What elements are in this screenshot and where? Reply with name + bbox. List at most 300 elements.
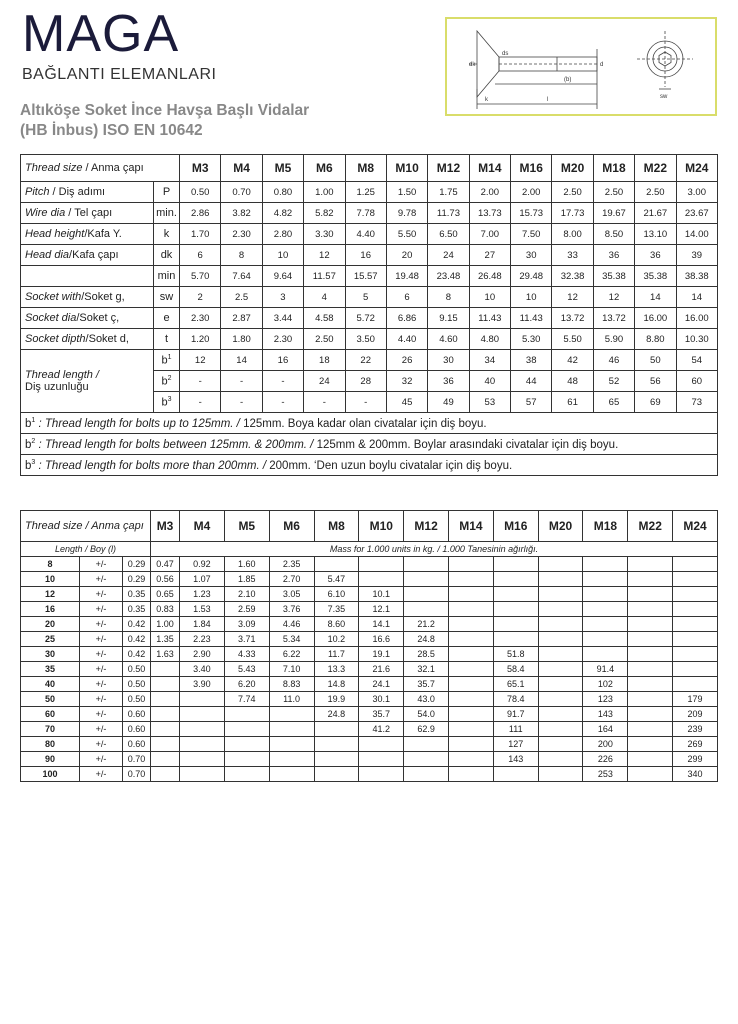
length-cell: 8 [21, 557, 80, 572]
mass-cell [404, 767, 449, 782]
size-header-cell: M20 [538, 511, 583, 542]
value-cell: 14 [676, 287, 717, 308]
mass-row [21, 602, 718, 617]
mass-cell: 43.0 [404, 692, 449, 707]
value-cell: 12 [304, 245, 345, 266]
value-cell: 2.30 [221, 224, 262, 245]
tolerance-sign: +/- [80, 722, 123, 737]
value-cell: 32 [386, 371, 427, 392]
mass-cell: 1.00 [151, 617, 180, 632]
value-cell: 40 [469, 371, 510, 392]
footnote [21, 434, 718, 455]
value-cell: 42 [552, 350, 593, 371]
size-header-cell: M12 [428, 155, 469, 182]
mass-cell [449, 677, 494, 692]
mass-cell [449, 722, 494, 737]
value-cell: 19.48 [386, 266, 427, 287]
value-cell: 6.50 [428, 224, 469, 245]
mass-cell [673, 587, 718, 602]
size-header-cell: M22 [635, 155, 676, 182]
tolerance-sign: +/- [80, 707, 123, 722]
mass-cell: 91.4 [583, 662, 628, 677]
value-cell: 14 [635, 287, 676, 308]
value-cell: 4.40 [345, 224, 386, 245]
mass-cell: 11.0 [269, 692, 314, 707]
mass-cell [538, 737, 583, 752]
value-cell: 13.72 [593, 308, 634, 329]
tolerance-sign: +/- [80, 572, 123, 587]
size-header-cell: M16 [511, 155, 552, 182]
value-cell: 2.5 [221, 287, 262, 308]
value-cell: 11.43 [511, 308, 552, 329]
dims-row [21, 266, 718, 287]
mass-cell [404, 737, 449, 752]
mass-cell [673, 632, 718, 647]
mass-cell [404, 602, 449, 617]
tolerance-value: 0.29 [123, 557, 151, 572]
value-cell: 4 [304, 287, 345, 308]
mass-row [21, 722, 718, 737]
mass-cell [404, 752, 449, 767]
value-cell: 15.73 [511, 203, 552, 224]
mass-cell [493, 602, 538, 617]
mass-cell [628, 677, 673, 692]
note-symbol: b [25, 417, 32, 430]
technical-drawing [445, 17, 717, 116]
mass-cell [314, 737, 359, 752]
thread-size-tr: / Anma çapı [82, 520, 144, 532]
value-cell: 12 [180, 350, 221, 371]
size-header-cell: M6 [304, 155, 345, 182]
mass-cell: 111 [493, 722, 538, 737]
thread-length-label [21, 350, 154, 413]
mass-cell: 32.1 [404, 662, 449, 677]
thread-length-en: Thread length / [25, 369, 99, 381]
value-cell: 7.50 [511, 224, 552, 245]
row-label-tr: /Soket d, [85, 333, 129, 345]
note-text-en: : Thread length for bolts up to 125mm. / [35, 417, 244, 430]
mass-cell: 127 [493, 737, 538, 752]
mass-table [20, 510, 718, 782]
mass-cell [180, 752, 225, 767]
note-superscript: 3 [31, 458, 36, 466]
value-cell: 36 [428, 371, 469, 392]
mass-cell: 269 [673, 737, 718, 752]
value-cell: 15.57 [345, 266, 386, 287]
mass-cell [538, 692, 583, 707]
value-cell: 12 [593, 287, 634, 308]
mass-cell [538, 752, 583, 767]
row-label [21, 224, 154, 245]
size-header-cell: M24 [676, 155, 717, 182]
mass-cell [359, 737, 404, 752]
mass-cell [493, 632, 538, 647]
mass-cell [538, 602, 583, 617]
tolerance-sign: +/- [80, 662, 123, 677]
mass-row [21, 632, 718, 647]
mass-cell: 226 [583, 752, 628, 767]
value-cell: 7.78 [345, 203, 386, 224]
mass-row [21, 752, 718, 767]
mass-cell: 4.46 [269, 617, 314, 632]
value-cell: 36 [593, 245, 634, 266]
value-cell: 16 [345, 245, 386, 266]
row-symbol: k [154, 224, 180, 245]
mass-cell [673, 647, 718, 662]
mass-cell [583, 587, 628, 602]
mass-cell [449, 692, 494, 707]
note-superscript: 2 [31, 437, 36, 445]
mass-cell [583, 557, 628, 572]
mass-cell: 12.1 [359, 602, 404, 617]
mass-cell [628, 572, 673, 587]
mass-row [21, 662, 718, 677]
length-cell: 10 [21, 572, 80, 587]
label-l: l [547, 97, 549, 103]
mass-cell [151, 767, 180, 782]
tolerance-value: 0.60 [123, 722, 151, 737]
dims-row [21, 287, 718, 308]
length-cell: 70 [21, 722, 80, 737]
row-label-en: Head dia [25, 249, 70, 261]
mass-row [21, 677, 718, 692]
value-cell: 46 [593, 350, 634, 371]
tolerance-sign: +/- [80, 557, 123, 572]
dims-row [21, 329, 718, 350]
value-cell: 27 [469, 245, 510, 266]
symbol-superscript: 2 [167, 374, 172, 382]
mass-cell [538, 767, 583, 782]
tolerance-sign: +/- [80, 632, 123, 647]
mass-cell [628, 767, 673, 782]
value-cell: 44 [511, 371, 552, 392]
mass-cell [538, 722, 583, 737]
value-cell: 60 [676, 371, 717, 392]
thread-length-row [21, 350, 718, 371]
mass-cell: 35.7 [359, 707, 404, 722]
mass-cell: 299 [673, 752, 718, 767]
mass-row [21, 572, 718, 587]
value-cell: 5.50 [552, 329, 593, 350]
mass-cell [493, 572, 538, 587]
tolerance-value: 0.42 [123, 617, 151, 632]
value-cell: 4.80 [469, 329, 510, 350]
thread-size-en: Thread size [25, 162, 83, 174]
value-cell: 5.70 [180, 266, 221, 287]
row-symbol: t [154, 329, 180, 350]
row-symbol: min. [154, 203, 180, 224]
length-cell: 50 [21, 692, 80, 707]
symbol-base: b [161, 375, 168, 388]
length-cell: 30 [21, 647, 80, 662]
row-label [21, 203, 154, 224]
mass-cell [538, 647, 583, 662]
mass-cell: 1.35 [151, 632, 180, 647]
value-cell: 4.82 [262, 203, 303, 224]
size-header-cell: M10 [359, 511, 404, 542]
size-header-cell: M3 [180, 155, 221, 182]
row-label [21, 287, 154, 308]
mass-cell: 28.5 [404, 647, 449, 662]
mass-cell: 16.6 [359, 632, 404, 647]
footnote [21, 413, 718, 434]
value-cell: 56 [635, 371, 676, 392]
mass-cell: 14.1 [359, 617, 404, 632]
mass-cell [359, 557, 404, 572]
mass-cell [151, 707, 180, 722]
mass-cell [538, 677, 583, 692]
tolerance-value: 0.42 [123, 632, 151, 647]
value-cell: 2.00 [511, 182, 552, 203]
mass-cell: 3.76 [269, 602, 314, 617]
symbol-base: b [161, 354, 168, 367]
label-k: k [485, 97, 488, 103]
mass-cell [180, 692, 225, 707]
value-cell: 36 [635, 245, 676, 266]
mass-cell [449, 707, 494, 722]
mass-cell: 2.90 [180, 647, 225, 662]
value-cell: 4.40 [386, 329, 427, 350]
mass-cell [628, 692, 673, 707]
mass-cell [493, 587, 538, 602]
mass-cell [180, 722, 225, 737]
mass-row [21, 707, 718, 722]
value-cell: 14 [221, 350, 262, 371]
value-cell: 45 [386, 392, 427, 413]
mass-cell: 58.4 [493, 662, 538, 677]
mass-cell [673, 617, 718, 632]
mass-cell: 2.10 [224, 587, 269, 602]
value-cell: 3.30 [304, 224, 345, 245]
mass-cell: 0.83 [151, 602, 180, 617]
row-label-en: Wire dia [25, 207, 66, 219]
mass-cell: 41.2 [359, 722, 404, 737]
mass-cell [404, 587, 449, 602]
value-cell: 8.00 [552, 224, 593, 245]
value-cell: 39 [676, 245, 717, 266]
tolerance-value: 0.35 [123, 602, 151, 617]
value-cell: 38 [511, 350, 552, 371]
mass-cell [583, 632, 628, 647]
value-cell: 1.20 [180, 329, 221, 350]
mass-cell [269, 737, 314, 752]
value-cell: 38.38 [676, 266, 717, 287]
mass-cell: 54.0 [404, 707, 449, 722]
footnote [21, 455, 718, 476]
thread-length-symbol [154, 350, 180, 371]
mass-cell [493, 767, 538, 782]
value-cell: 4.58 [304, 308, 345, 329]
mass-cell [538, 662, 583, 677]
mass-cell [151, 692, 180, 707]
mass-cell: 1.60 [224, 557, 269, 572]
mass-cell: 6.22 [269, 647, 314, 662]
mass-cell: 2.70 [269, 572, 314, 587]
value-cell: 65 [593, 392, 634, 413]
size-header-cell: M18 [593, 155, 634, 182]
mass-cell [151, 722, 180, 737]
mass-cell [449, 617, 494, 632]
row-label-en: Socket with [25, 291, 82, 303]
symbol-base: b [161, 396, 168, 409]
mass-cell: 30.1 [359, 692, 404, 707]
mass-cell: 6.10 [314, 587, 359, 602]
value-cell: 14.00 [676, 224, 717, 245]
brand-tagline: BAĞLANTI ELEMANLARI [22, 66, 217, 83]
size-header-cell: M20 [552, 155, 593, 182]
value-cell: 2.50 [635, 182, 676, 203]
row-label [21, 329, 154, 350]
size-header-cell: M16 [493, 511, 538, 542]
value-cell: - [345, 392, 386, 413]
mass-cell [314, 722, 359, 737]
value-cell: 34 [469, 350, 510, 371]
brand-name: MAGA [22, 5, 180, 63]
tolerance-sign: +/- [80, 602, 123, 617]
tolerance-value: 0.60 [123, 707, 151, 722]
mass-cell: 21.6 [359, 662, 404, 677]
mass-cell [314, 752, 359, 767]
thread-length-symbol [154, 371, 180, 392]
value-cell: 5.90 [593, 329, 634, 350]
label-d: d [600, 62, 604, 68]
value-cell: 30 [511, 245, 552, 266]
mass-cell [449, 767, 494, 782]
dims-row [21, 224, 718, 245]
mass-cell: 62.9 [404, 722, 449, 737]
value-cell: 19.67 [593, 203, 634, 224]
tolerance-value: 0.60 [123, 737, 151, 752]
value-cell: 9.64 [262, 266, 303, 287]
mass-cell: 164 [583, 722, 628, 737]
value-cell: 22 [345, 350, 386, 371]
value-cell: 8 [428, 287, 469, 308]
mass-cell: 239 [673, 722, 718, 737]
value-cell: 10 [262, 245, 303, 266]
mass-cell: 123 [583, 692, 628, 707]
value-cell: 6.86 [386, 308, 427, 329]
mass-cell: 4.33 [224, 647, 269, 662]
mass-row [21, 587, 718, 602]
dimensions-table [20, 154, 718, 476]
mass-cell [493, 557, 538, 572]
mass-cell [628, 632, 673, 647]
size-header-cell: M10 [386, 155, 427, 182]
tolerance-sign: +/- [80, 752, 123, 767]
mass-cell [628, 647, 673, 662]
size-header-cell: M12 [404, 511, 449, 542]
value-cell: 1.80 [221, 329, 262, 350]
mass-cell: 19.9 [314, 692, 359, 707]
size-header-cell: M14 [449, 511, 494, 542]
mass-cell [314, 557, 359, 572]
value-cell: 16.00 [676, 308, 717, 329]
tolerance-sign: +/- [80, 617, 123, 632]
tolerance-value: 0.70 [123, 752, 151, 767]
mass-cell [269, 722, 314, 737]
value-cell: 11.57 [304, 266, 345, 287]
value-cell: 10 [469, 287, 510, 308]
mass-cell [449, 662, 494, 677]
mass-cell: 5.34 [269, 632, 314, 647]
size-header-cell: M24 [673, 511, 718, 542]
value-cell: 3.44 [262, 308, 303, 329]
mass-cell [538, 632, 583, 647]
dims-header-row [21, 155, 718, 182]
value-cell: 2.86 [180, 203, 221, 224]
value-cell: 48 [552, 371, 593, 392]
dims-row [21, 245, 718, 266]
value-cell: 0.50 [180, 182, 221, 203]
row-label [21, 245, 154, 266]
note-symbol: b [25, 459, 32, 472]
note-superscript: 1 [31, 416, 36, 424]
value-cell: 1.25 [345, 182, 386, 203]
mass-cell: 3.90 [180, 677, 225, 692]
value-cell: - [180, 392, 221, 413]
value-cell: 5.82 [304, 203, 345, 224]
mass-cell [224, 767, 269, 782]
value-cell: 13.72 [552, 308, 593, 329]
value-cell: 3.82 [221, 203, 262, 224]
mass-cell [449, 752, 494, 767]
row-label [21, 182, 154, 203]
value-cell: - [262, 371, 303, 392]
mass-cell: 6.20 [224, 677, 269, 692]
value-cell: 8.50 [593, 224, 634, 245]
value-cell: 10 [511, 287, 552, 308]
mass-cell [151, 752, 180, 767]
thread-size-header [21, 155, 180, 182]
value-cell: 4.60 [428, 329, 469, 350]
mass-cell: 3.09 [224, 617, 269, 632]
value-cell: - [262, 392, 303, 413]
mass-cell [628, 557, 673, 572]
mass-cell: 2.35 [269, 557, 314, 572]
value-cell: 28 [345, 371, 386, 392]
mass-cell [628, 617, 673, 632]
row-symbol: min [154, 266, 180, 287]
value-cell: 2.00 [469, 182, 510, 203]
mass-row [21, 767, 718, 782]
mass-cell [269, 707, 314, 722]
mass-cell [180, 707, 225, 722]
value-cell: 8.80 [635, 329, 676, 350]
mass-cell: 200 [583, 737, 628, 752]
value-cell: 18 [304, 350, 345, 371]
value-cell: 73 [676, 392, 717, 413]
label-sw: sw [660, 94, 668, 100]
value-cell: 20 [386, 245, 427, 266]
mass-cell: 0.92 [180, 557, 225, 572]
mass-cell [180, 767, 225, 782]
mass-cell [583, 617, 628, 632]
note-symbol: b [25, 438, 32, 451]
thread-size-tr: / Anma çapı [82, 162, 144, 174]
value-cell: 12 [552, 287, 593, 308]
mass-subheader-row [21, 542, 718, 557]
tolerance-sign: +/- [80, 692, 123, 707]
title-line-1: Altıköşe Soket İnce Havşa Başlı Vidalar [20, 102, 310, 119]
length-cell: 12 [21, 587, 80, 602]
row-label-en: Pitch [25, 186, 50, 198]
mass-cell: 1.84 [180, 617, 225, 632]
mass-cell: 11.7 [314, 647, 359, 662]
mass-cell: 8.60 [314, 617, 359, 632]
row-symbol: P [154, 182, 180, 203]
value-cell: 1.00 [304, 182, 345, 203]
screw-drawing-svg [447, 19, 715, 114]
